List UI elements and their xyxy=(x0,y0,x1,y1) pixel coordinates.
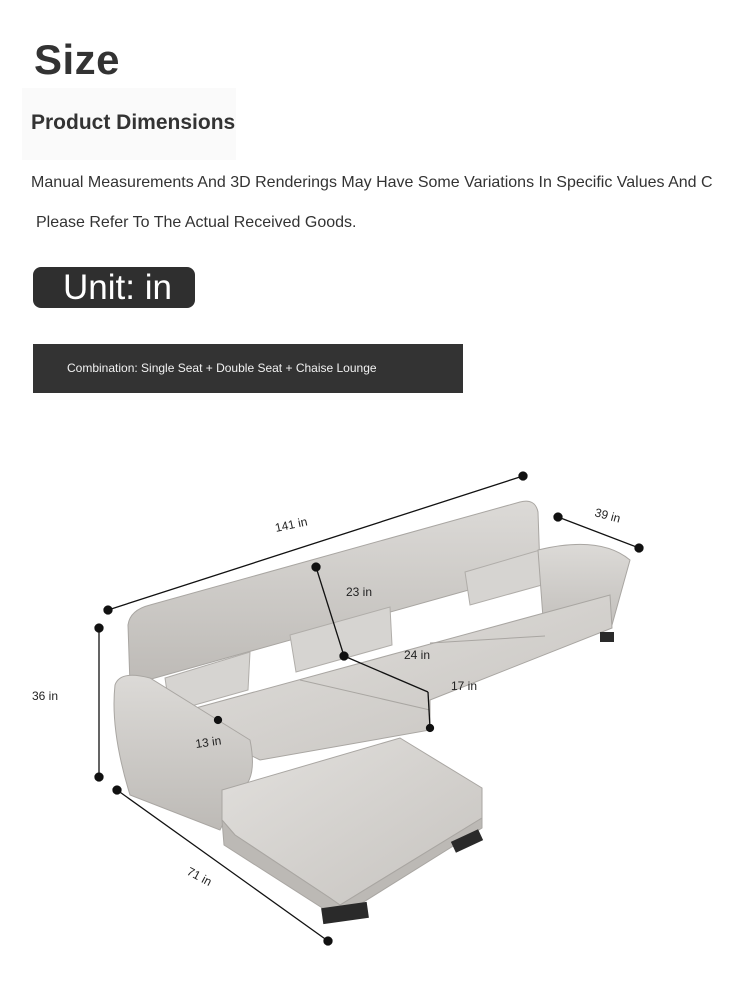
arm-depth-label: 39 in xyxy=(593,505,622,526)
total-height-label: 36 in xyxy=(32,689,59,703)
refer-note: Please Refer To The Actual Received Goods. xyxy=(36,214,357,231)
unit-badge: Unit: in xyxy=(33,267,195,308)
sofa-leg-3 xyxy=(600,632,614,642)
chaise-length-label: 71 in xyxy=(184,864,215,889)
sofa-dimension-diagram xyxy=(0,400,750,999)
measurement-note: Manual Measurements And 3D Renderings May Have Some Variations In Specific Values And C xyxy=(31,174,713,191)
overall-length-label: 141 in xyxy=(273,514,309,535)
page-title: Size xyxy=(34,36,121,83)
product-dimensions-heading: Product Dimensions xyxy=(31,111,236,134)
seat-depth-label: 24 in xyxy=(404,648,431,662)
back-height-label: 23 in xyxy=(346,585,373,599)
arm-height-label: 13 in xyxy=(194,733,223,751)
seat-height-label: 17 in xyxy=(451,679,478,693)
combination-label: Combination: Single Seat + Double Seat + Chaise Lounge xyxy=(33,344,463,393)
chaise-lounge xyxy=(222,738,482,905)
sofa-illustration xyxy=(114,501,630,924)
